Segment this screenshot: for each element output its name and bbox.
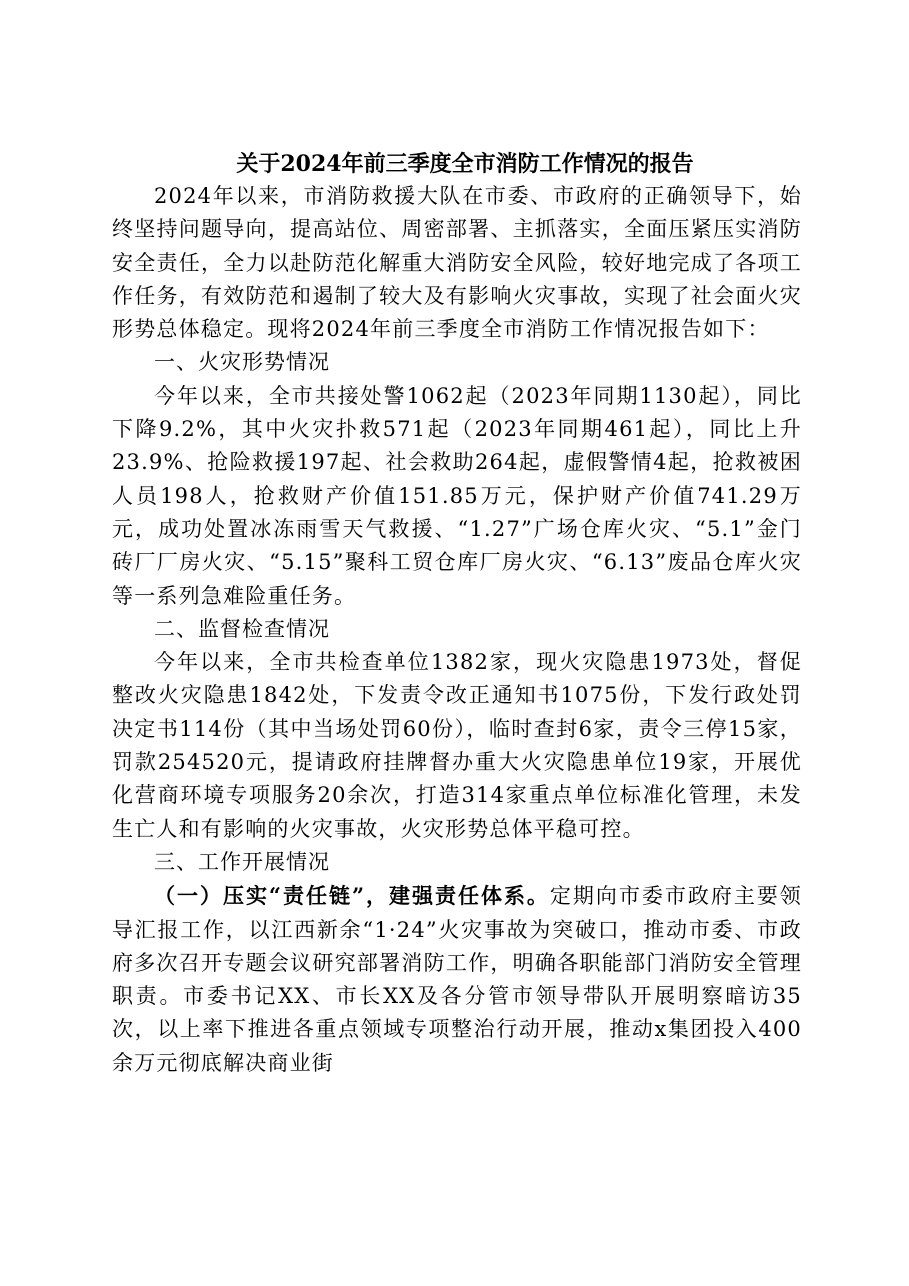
- section-body-fire-situation: 今年以来，全市共接处警1062起（2023年同期1130起），同比下降9.2%，其中火灾扑救571起（2023年同期461起），同比上升23.9%、抢险救援197起、社会救助264起，虚假警情4起，抢救被困人员198人，抢救财产价值151.85万元，保护财产价值741.29万元，成功处置冰冻雨雪天气救援、“1.27”广场仓库火灾、“5.1”金门砖厂厂房火灾、“5.15”聚科工贸仓库厂房火灾、“6.13”废品仓库火灾等一系列急难险重任务。: [112, 383, 802, 608]
- subsection-lead: （一）压实“责任链”，建强责任体系。: [154, 883, 550, 909]
- section-body-work: [112, 879, 802, 1080]
- intro-paragraph: 2024年以来，市消防救援大队在市委、市政府的正确领导下，始终坚持问题导向，提高站位、周密部署、主抓落实，全面压紧压实消防安全责任，全力以赴防范化解重大消防安全风险，较好地完成了各项工作任务，有效防范和遏制了较大及有影响火灾事故，实现了社会面火灾形势总体稳定。现将2024年前三季度全市消防工作情况报告如下：: [112, 184, 802, 342]
- document-title: 关于2024年前三季度全市消防工作情况的报告: [236, 151, 694, 177]
- section-heading-work: 三、工作开展情况: [154, 849, 330, 874]
- section-heading-fire-situation: 一、火灾形势情况: [154, 350, 330, 375]
- section-body-inspection: 今年以来，全市共检查单位1382家，现火灾隐患1973处，督促整改火灾隐患1842处，下发责令改正通知书1075份，下发行政处罚决定书114份（其中当场处罚60份），临时查封6家，责令三停15家，罚款254520元，提请政府挂牌督办重大火灾隐患单位19家，开展优化营商环境专项服务20余次，打造314家重点单位标准化管理，未发生亡人和有影响的火灾事故，火灾形势总体平稳可控。: [112, 650, 802, 841]
- document-page: [112, 148, 802, 1080]
- subsection-body: 定期向市委市政府主要领导汇报工作，以江西新余“1·24”火灾事故为突破口，推动市委、市政府多次召开专题会议研究部署消防工作，明确各职能部门消防安全管理职责。市委书记XX、市长XX及各分管市领导带队开展明察暗访35次，以上率下推进各重点领域专项整治行动开展，推动x集团投入400余万元彻底解决商业街: [112, 884, 802, 1075]
- section-heading-inspection: 二、监督检查情况: [154, 616, 330, 641]
